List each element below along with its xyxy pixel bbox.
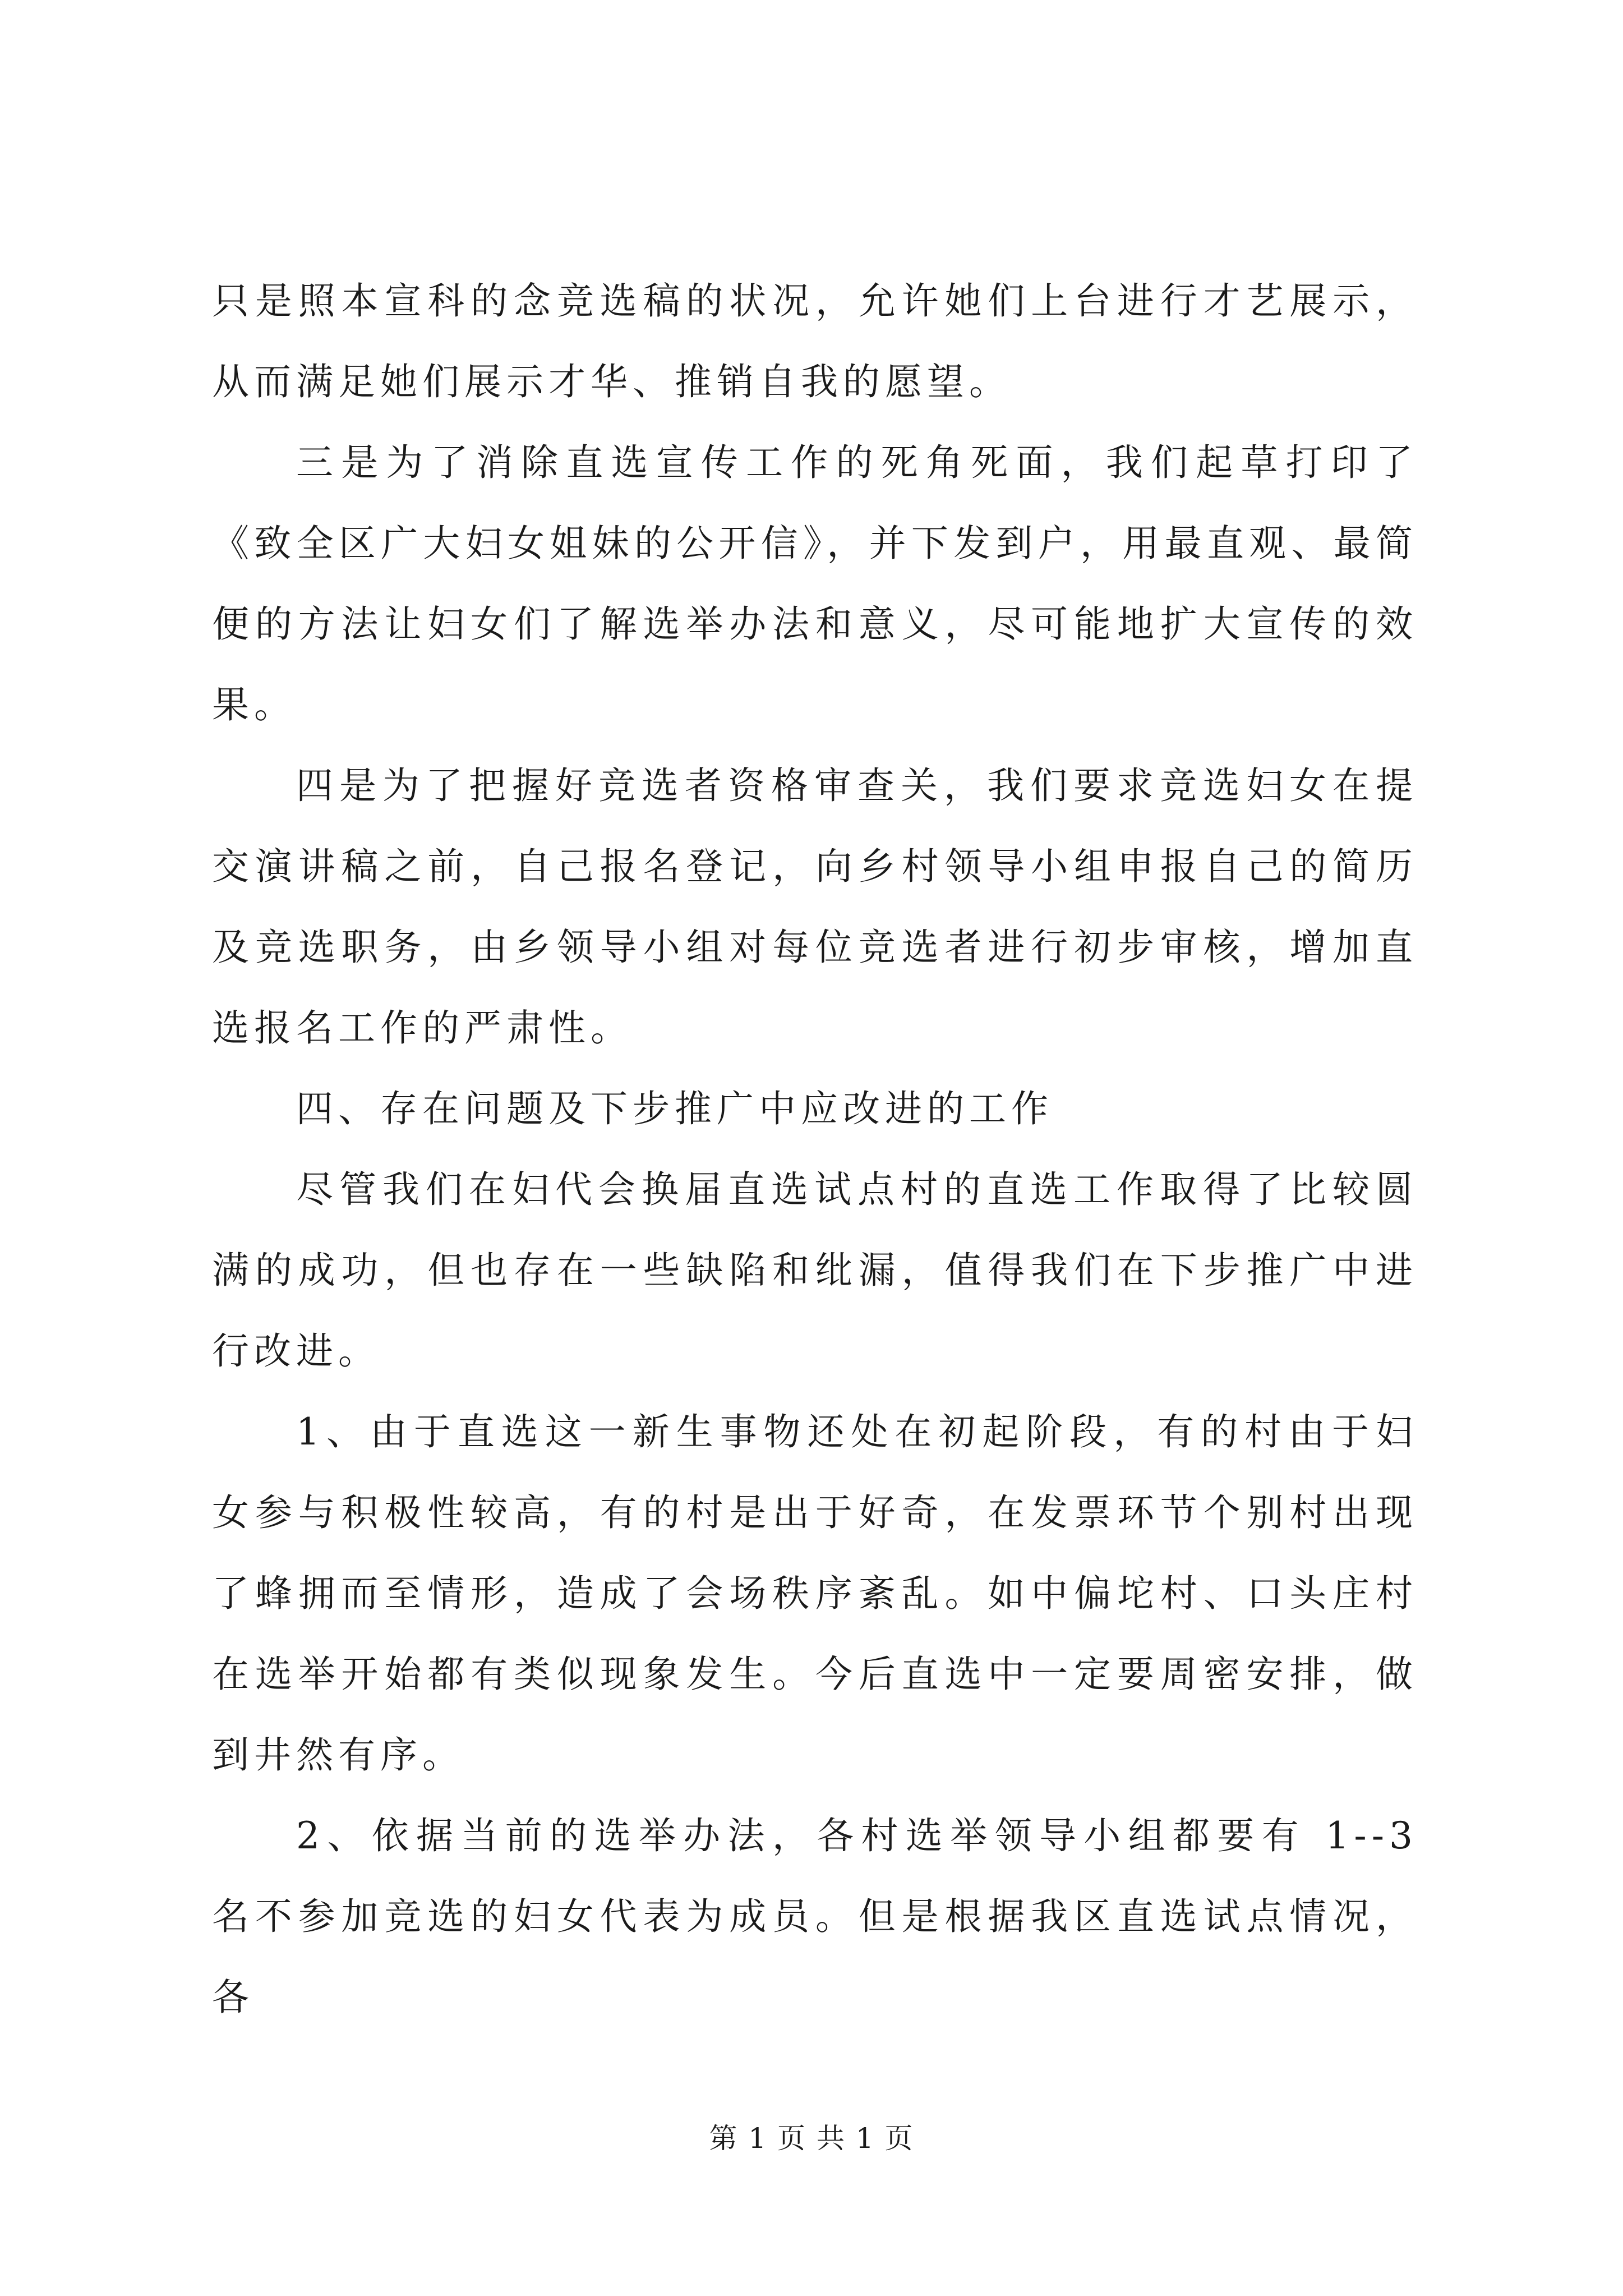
paragraph-summary: 尽管我们在妇代会换届直选试点村的直选工作取得了比较圆满的成功，但也存在一些缺陷和纰漏，值得我们在下步推广中进行改进。 bbox=[212, 1168, 1418, 1373]
paragraph-qualification: 四是为了把握好竞选者资格审查关，我们要求竞选妇女在提交演讲稿之前，自己报名登记，向乡村领导小组申报自己的简历及竞选职务，由乡领导小组对每位竞选者进行初步审核，增加直选报名工作的严肃性。 bbox=[212, 764, 1418, 1050]
page-footer: 第 1 页 共 1 页 bbox=[709, 2122, 914, 2155]
paragraph-publicity: 三是为了消除直选宣传工作的死角死面，我们起草打印了《致全区广大妇女姐妹的公开信》，并下发到户，用最直观、最简便的方法让妇女们了解选举办法和意义，尽可能地扩大宣传的效果。 bbox=[212, 441, 1418, 726]
paragraph-item-2: 2、依据当前的选举办法，各村选举领导小组都要有 1--3 名不参加竞选的妇女代表为成员。但是根据我区直选试点情况，各 bbox=[212, 1814, 1418, 2019]
paragraph-continued: 只是照本宣科的念竞选稿的状况，允许她们上台进行才艺展示，从而满足她们展示才华、推销自我的愿望。 bbox=[212, 279, 1418, 403]
paragraph-item-1: 1、由于直选这一新生事物还处在初起阶段，有的村由于妇女参与积极性较高，有的村是出于好奇，在发票环节个别村出现了蜂拥而至情形，造成了会场秩序紊乱。如中偏坨村、口头庄村在选举开始都有类似现象发生。今后直选中一定要周密安排，做到井然有序。 bbox=[212, 1410, 1418, 1777]
section-heading: 四、存在问题及下步推广中应改进的工作 bbox=[296, 1087, 1053, 1130]
document-body bbox=[212, 261, 1418, 2038]
